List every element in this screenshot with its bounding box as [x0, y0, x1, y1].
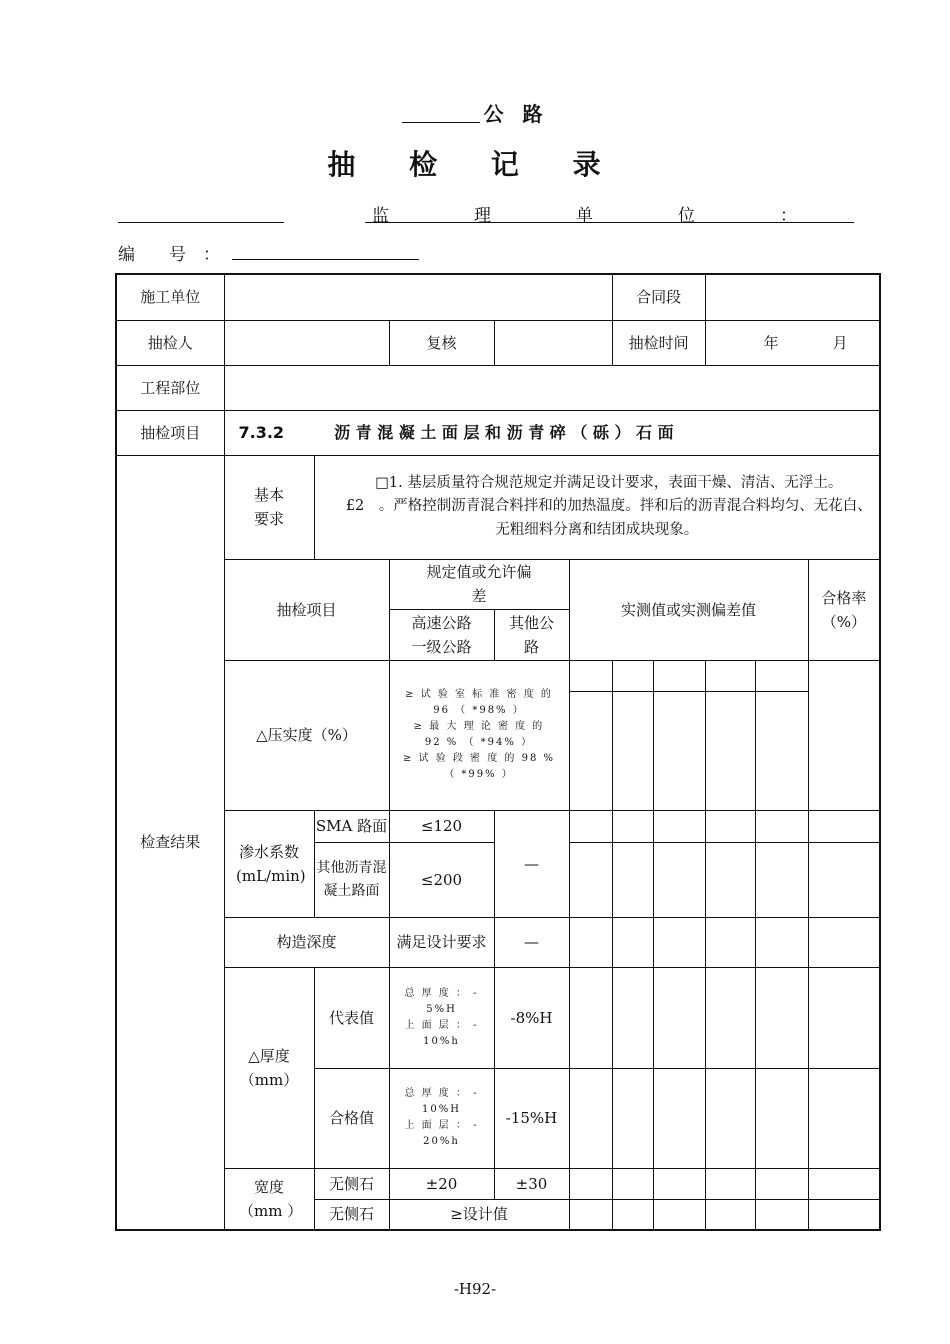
measured-cell[interactable] [755, 1168, 808, 1199]
pass-rate-cell[interactable] [808, 810, 880, 842]
requirement-1: □1. 基层质量符合规范规定并满足设计要求，表面干燥、清洁、无浮土。 [375, 475, 843, 492]
measured-cell[interactable] [653, 917, 705, 967]
pass-rate-cell[interactable] [808, 660, 880, 810]
measured-cell[interactable] [755, 810, 808, 842]
measured-cell[interactable] [612, 1068, 653, 1168]
measured-cell[interactable] [755, 691, 808, 810]
measured-cell[interactable] [653, 967, 705, 1068]
thickness-pass-label: 合格值 [314, 1068, 389, 1168]
sma-label: SMA 路面 [314, 810, 389, 842]
header-measured: 实测值或实测偏差值 [569, 559, 808, 660]
measured-cell[interactable] [612, 691, 653, 810]
check-result-label: 检查结果 [116, 455, 224, 1230]
date-month: 月 [832, 333, 848, 352]
measured-cell[interactable] [612, 1168, 653, 1199]
texture-depth-label: 构造深度 [224, 917, 389, 967]
measured-cell[interactable] [569, 1168, 612, 1199]
measured-cell[interactable] [612, 842, 653, 917]
inspection-table [115, 273, 881, 1231]
review-field[interactable] [494, 320, 612, 365]
measured-cell[interactable] [755, 1068, 808, 1168]
contract-section-field[interactable] [705, 274, 880, 320]
measured-cell[interactable] [705, 967, 755, 1068]
pass-rate-cell[interactable] [808, 967, 880, 1068]
requirement-2: £2 。严格控制沥青混合料拌和的加热温度。拌和后的沥青混合料均匀、无花白、 [345, 498, 872, 515]
inspector-field[interactable] [224, 320, 389, 365]
measured-cell[interactable] [569, 691, 612, 810]
header-other-road: 其他公路 [494, 609, 569, 660]
compaction-label: △压实度（%） [224, 660, 389, 810]
measured-cell[interactable] [653, 1068, 705, 1168]
project-part-field[interactable] [224, 365, 880, 410]
thickness-pass-spec: 总 厚 度 ： - 10%H 上 面 层 ： - 20%h [389, 1068, 494, 1168]
measured-cell[interactable] [705, 691, 755, 810]
permeability-label: 渗水系数(mL/min) [224, 810, 314, 917]
measured-cell[interactable] [569, 810, 612, 842]
review-label: 复核 [389, 320, 494, 365]
thickness-rep-spec: 总 厚 度 ： - 5%H 上 面 层 ： - 10%h [389, 967, 494, 1068]
header-item: 抽检项目 [224, 559, 389, 660]
construction-unit-field[interactable] [224, 274, 612, 320]
supervisor-label: 监 理 单 位 ： [372, 206, 797, 226]
inspection-item-value [224, 410, 880, 455]
measured-cell[interactable] [705, 842, 755, 917]
document-title-line [0, 98, 950, 127]
header-spec: 规定值或允许偏差 [389, 559, 569, 609]
measured-cell[interactable] [612, 967, 653, 1068]
thickness-rep-label: 代表值 [314, 967, 389, 1068]
number-underline [232, 259, 419, 260]
width-row1-other: ±30 [494, 1168, 569, 1199]
road-name-blank [402, 122, 480, 123]
item-title: 沥 青 混 凝 土 面 层 和 沥 青 碎 （ 砾 ） 石 面 [334, 422, 674, 442]
road-label: 公 路 [483, 102, 549, 126]
measured-cell[interactable] [653, 1199, 705, 1230]
width-row2-label: 无侧石 [314, 1199, 389, 1230]
measured-cell[interactable] [705, 917, 755, 967]
item-code: 7.3.2 [238, 422, 285, 442]
width-label: 宽度（mm ） [224, 1168, 314, 1230]
header-highway: 高速公路一级公路 [389, 609, 494, 660]
measured-cell[interactable] [755, 660, 808, 691]
texture-depth-value: 满足设计要求 [389, 917, 494, 967]
thickness-pass-other: -15%H [494, 1068, 569, 1168]
project-part-label: 工程部位 [116, 365, 224, 410]
basic-requirements-label: 基本要求 [224, 455, 314, 559]
thickness-rep-other: -8%H [494, 967, 569, 1068]
width-row2-value: ≥设计值 [389, 1199, 569, 1230]
date-year: 年 [763, 333, 779, 352]
measured-cell[interactable] [653, 810, 705, 842]
measured-cell[interactable] [705, 1199, 755, 1230]
page-number: -H92- [453, 1280, 497, 1298]
sma-value: ≤120 [389, 810, 494, 842]
measured-cell[interactable] [612, 810, 653, 842]
thickness-label: △厚度（mm） [224, 967, 314, 1168]
other-asphalt-value: ≤200 [389, 842, 494, 917]
permeability-other: — [494, 810, 569, 917]
width-row1-value: ±20 [389, 1168, 494, 1199]
measured-cell[interactable] [705, 1068, 755, 1168]
pass-rate-cell[interactable] [808, 1199, 880, 1230]
measured-cell[interactable] [612, 917, 653, 967]
measured-cell[interactable] [612, 1199, 653, 1230]
inspection-time-field[interactable] [705, 320, 880, 365]
measured-cell[interactable] [569, 660, 612, 691]
other-asphalt-label: 其他沥青混凝土路面 [314, 842, 389, 917]
basic-requirements-text [314, 455, 880, 559]
measured-cell[interactable] [705, 1168, 755, 1199]
requirement-3: 无粗细料分离和结团成块现象。 [495, 521, 699, 538]
inspection-time-label: 抽检时间 [612, 320, 705, 365]
measured-cell[interactable] [612, 660, 653, 691]
measured-cell[interactable] [569, 1068, 612, 1168]
compaction-spec: ≥ 试 验 室 标 准 密 度 的 96 （ *98% ） ≥ 最 大 理 论 密 度 的 92 % （ *94% ） ≥ 试 验 段 密 度 的 98 % （ *99% ） [389, 660, 569, 810]
construction-unit-label: 施工单位 [116, 274, 224, 320]
measured-cell[interactable] [653, 1168, 705, 1199]
measured-cell[interactable] [705, 660, 755, 691]
measured-cell[interactable] [755, 917, 808, 967]
pass-rate-cell[interactable] [808, 1168, 880, 1199]
header-pass-rate: 合格率（%） [808, 559, 880, 660]
measured-cell[interactable] [569, 917, 612, 967]
measured-cell[interactable] [653, 691, 705, 810]
measured-cell[interactable] [755, 1199, 808, 1230]
pass-rate-cell[interactable] [808, 1068, 880, 1168]
inspector-label: 抽检人 [116, 320, 224, 365]
measured-cell[interactable] [653, 842, 705, 917]
contract-section-label: 合同段 [612, 274, 705, 320]
measured-cell[interactable] [755, 967, 808, 1068]
width-row1-label: 无侧石 [314, 1168, 389, 1199]
measured-cell[interactable] [569, 967, 612, 1068]
measured-cell[interactable] [569, 842, 612, 917]
pass-rate-cell[interactable] [808, 917, 880, 967]
pass-rate-cell[interactable] [808, 842, 880, 917]
measured-cell[interactable] [653, 660, 705, 691]
texture-depth-other: — [494, 917, 569, 967]
measured-cell[interactable] [569, 1199, 612, 1230]
inspection-item-label: 抽检项目 [116, 410, 224, 455]
measured-cell[interactable] [705, 810, 755, 842]
number-label: 编 号 ： [118, 245, 220, 265]
supervisor-prefix-line [118, 222, 284, 223]
measured-cell[interactable] [755, 842, 808, 917]
page-title: 抽 检 记 录 [327, 148, 623, 181]
